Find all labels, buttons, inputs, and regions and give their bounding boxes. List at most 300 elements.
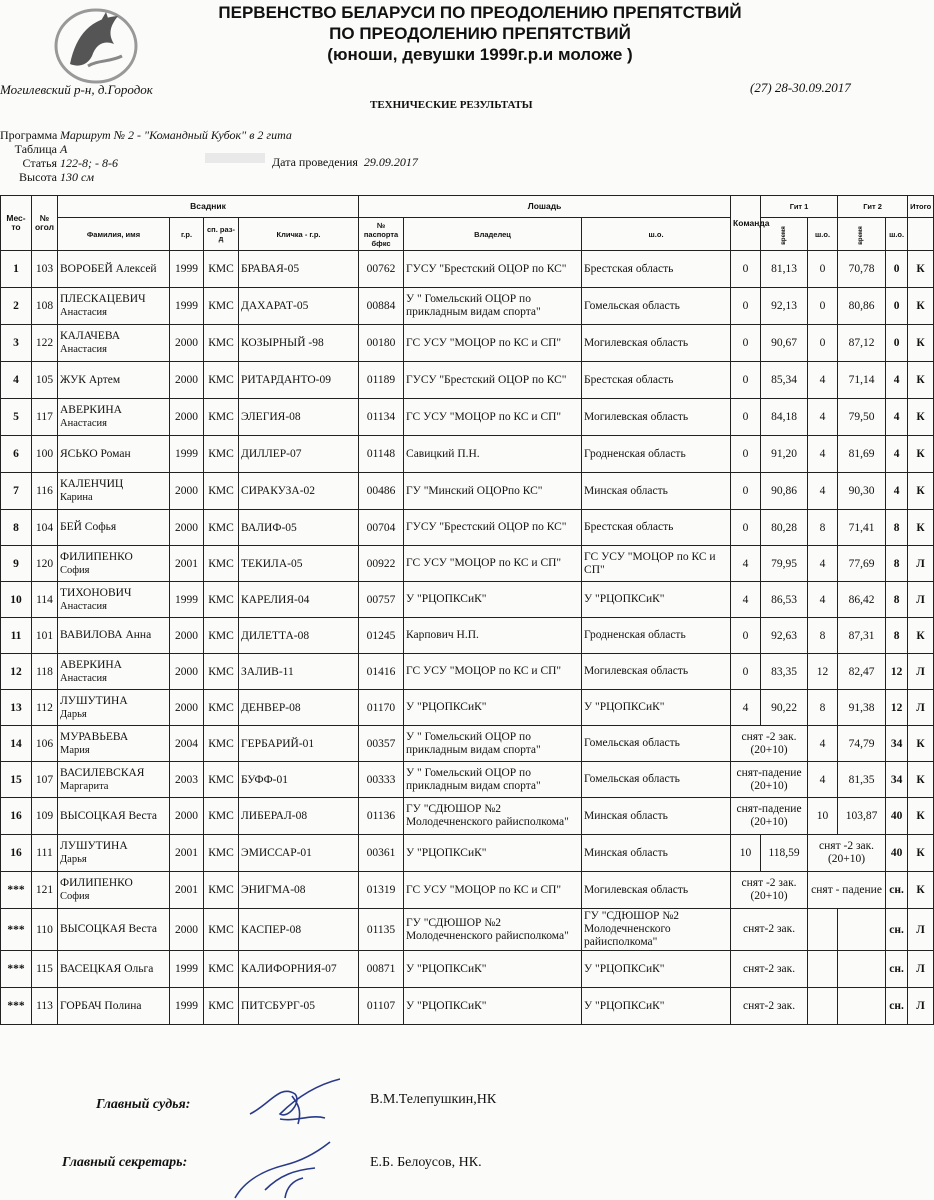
cell-r2-time: 79,50 xyxy=(838,399,886,436)
cell-team: Гомельская область xyxy=(582,288,731,325)
chief-secretary-label: Главный секретарь: xyxy=(62,1155,188,1170)
cell-r2-note: снят -2 зак. (20+10) xyxy=(808,835,886,872)
cell-bib: 108 xyxy=(32,288,58,325)
rider-firstname: Дарья xyxy=(60,854,87,865)
cell-r2-faults: 4 xyxy=(808,582,838,618)
cell-total: 40 xyxy=(886,835,908,872)
cell-bib: 111 xyxy=(32,835,58,872)
cell-owner: Карпович Н.П. xyxy=(404,618,582,654)
cell-r2-time: 71,41 xyxy=(838,510,886,546)
cell-rider-name xyxy=(58,951,170,988)
cell-team: У "РЦОПКСиК" xyxy=(582,951,731,988)
cell-rank: КМС xyxy=(204,510,239,546)
cell-r2-faults: 0 xyxy=(808,251,838,288)
cell-team: ГС УСУ "МОЦОР по КС и СП" xyxy=(582,546,731,582)
cell-r1-time: 80,28 xyxy=(761,510,808,546)
cell-place: 7 xyxy=(1,473,32,510)
cell-bib: 121 xyxy=(32,872,58,909)
cell-horse: ДЕНВЕР-08 xyxy=(239,690,359,726)
cell-year: 2000 xyxy=(170,473,204,510)
cell-rank: КМС xyxy=(204,325,239,362)
rider-firstname: Анастасия xyxy=(60,418,108,429)
cell-r1-faults: 4 xyxy=(731,546,761,582)
cell-passport: 01319 xyxy=(359,872,404,909)
cell-rank: КМС xyxy=(204,762,239,798)
cell-bib: 118 xyxy=(32,654,58,690)
cell-bib: 104 xyxy=(32,510,58,546)
cell-rider-name xyxy=(58,251,170,288)
cell-place: *** xyxy=(1,951,32,988)
cell-r2-faults xyxy=(808,909,838,951)
rider-surname: АВЕРКИНА xyxy=(60,658,122,671)
cell-r2-faults: 12 xyxy=(808,654,838,690)
col-owner: Владелец xyxy=(404,218,582,251)
rider-surname: ФИЛИПЕНКО xyxy=(60,877,133,889)
cell-place: 11 xyxy=(1,618,32,654)
cell-r1-time: 86,53 xyxy=(761,582,808,618)
table-row xyxy=(1,582,934,618)
cell-owner: ГС УСУ "МОЦОР по КС и СП" xyxy=(404,399,582,436)
results-body xyxy=(1,251,934,1025)
cell-place: 10 xyxy=(1,582,32,618)
cell-total: сн. xyxy=(886,909,908,951)
cell-horse: КОЗЫРНЫЙ -98 xyxy=(239,325,359,362)
cell-bib: 116 xyxy=(32,473,58,510)
rider-surname: ПЛЕСКАЦЕВИЧ xyxy=(60,293,146,305)
meta-date: Дата проведения 29.09.2017 xyxy=(272,155,418,169)
rider-firstname: Мария xyxy=(60,744,90,756)
cell-horse: ТЕКИЛА-05 xyxy=(239,546,359,582)
cell-team: Могилевская область xyxy=(582,399,731,436)
cell-total: 12 xyxy=(886,690,908,726)
cell-total: 4 xyxy=(886,399,908,436)
subtitle: ТЕХНИЧЕСКИЕ РЕЗУЛЬТАТЫ xyxy=(370,99,533,111)
table-row xyxy=(1,325,934,362)
cell-team: У "РЦОПКСиК" xyxy=(582,988,731,1025)
cell-r2-note: снят - падение xyxy=(808,872,886,909)
meta-program: Программа Маршрут № 2 - "Командный Кубок" в 2 гита xyxy=(0,128,292,142)
cell-horse: БУФФ-01 xyxy=(239,762,359,798)
cell-rank: КМС xyxy=(204,798,239,835)
cell-note: К xyxy=(908,618,934,654)
meta-table: Таблица А xyxy=(14,142,68,156)
cell-team: У "РЦОПКСиК" xyxy=(582,690,731,726)
cell-horse: ДИЛЛЕР-07 xyxy=(239,436,359,473)
cell-note: К xyxy=(908,288,934,325)
cell-total: 8 xyxy=(886,618,908,654)
meta-article: Статья 122-8; - 8-6 xyxy=(22,156,118,170)
cell-horse: КАРЕЛИЯ-04 xyxy=(239,582,359,618)
cell-year: 2004 xyxy=(170,726,204,762)
cell-note: Л xyxy=(908,909,934,951)
cell-r2-time: 77,69 xyxy=(838,546,886,582)
col-team: Команда xyxy=(731,196,761,251)
rider-surname: ЖУК Артем xyxy=(60,373,121,386)
table-row xyxy=(1,362,934,399)
cell-bib: 107 xyxy=(32,762,58,798)
cell-year: 2001 xyxy=(170,872,204,909)
cell-rider-name xyxy=(58,690,170,726)
cell-r1-faults: 0 xyxy=(731,510,761,546)
cell-passport: 00884 xyxy=(359,288,404,325)
cell-total: сн. xyxy=(886,872,908,909)
cell-horse: ВАЛИФ-05 xyxy=(239,510,359,546)
cell-total: 8 xyxy=(886,582,908,618)
col-rider: Всадник xyxy=(58,196,359,218)
table-row xyxy=(1,654,934,690)
col-total-faults: ш.о. xyxy=(886,218,908,251)
cell-total: 4 xyxy=(886,473,908,510)
col-round2: Гит 2 xyxy=(838,196,908,218)
chief-secretary-name: Е.Б. Белоусов, НК. xyxy=(370,1155,482,1170)
cell-r2-faults: 10 xyxy=(808,798,838,835)
cell-r1-time: 83,35 xyxy=(761,654,808,690)
cell-passport: 00704 xyxy=(359,510,404,546)
cell-r2-time: 81,35 xyxy=(838,762,886,798)
table-row xyxy=(1,690,934,726)
cell-bib: 120 xyxy=(32,546,58,582)
cell-note: Л xyxy=(908,582,934,618)
table-row xyxy=(1,835,934,872)
cell-r1-note: снят-падение (20+10) xyxy=(731,762,808,798)
cell-owner: ГУ "Минский ОЦОРпо КС" xyxy=(404,473,582,510)
cell-passport: 01135 xyxy=(359,909,404,951)
cell-rank: КМС xyxy=(204,909,239,951)
cell-r2-time xyxy=(838,951,886,988)
cell-horse: КАСПЕР-08 xyxy=(239,909,359,951)
cell-rank: КМС xyxy=(204,951,239,988)
cell-passport: 00762 xyxy=(359,251,404,288)
col-horse-name: Кличка - г.р. xyxy=(239,218,359,251)
cell-bib: 112 xyxy=(32,690,58,726)
cell-note: К xyxy=(908,798,934,835)
cell-r2-faults: 8 xyxy=(808,510,838,546)
rider-surname: ВЫСОЦКАЯ Веста xyxy=(60,809,157,822)
cell-year: 1999 xyxy=(170,951,204,988)
rider-firstname: София xyxy=(60,564,90,576)
cell-total: 34 xyxy=(886,726,908,762)
cell-owner: У "РЦОПКСиК" xyxy=(404,690,582,726)
cell-r1-note: снят-2 зак. xyxy=(731,988,808,1025)
cell-year: 2003 xyxy=(170,762,204,798)
table-row xyxy=(1,988,934,1025)
cell-year: 1999 xyxy=(170,251,204,288)
cell-rider-name xyxy=(58,436,170,473)
cell-total: сн. xyxy=(886,951,908,988)
table-row xyxy=(1,726,934,762)
table-row xyxy=(1,762,934,798)
cell-owner: У "РЦОПКСиК" xyxy=(404,835,582,872)
cell-r2-faults: 8 xyxy=(808,618,838,654)
cell-r1-time: 92,63 xyxy=(761,618,808,654)
cell-place: 12 xyxy=(1,654,32,690)
cell-team: Могилевская область xyxy=(582,654,731,690)
cell-rider-name xyxy=(58,726,170,762)
col-total: Итого xyxy=(908,196,934,218)
cell-passport: 00361 xyxy=(359,835,404,872)
cell-total: сн. xyxy=(886,988,908,1025)
cell-rider-name xyxy=(58,399,170,436)
cell-r1-time: 91,20 xyxy=(761,436,808,473)
cell-total: 0 xyxy=(886,251,908,288)
rider-firstname: Анастасия xyxy=(60,344,108,355)
chief-judge-name: В.М.Телепушкин,НК xyxy=(370,1092,497,1107)
cell-r1-faults: 0 xyxy=(731,436,761,473)
cell-r1-time: 84,18 xyxy=(761,399,808,436)
cell-note: К xyxy=(908,510,934,546)
cell-year: 2000 xyxy=(170,325,204,362)
rider-surname: ГОРБАЧ Полина xyxy=(60,999,142,1012)
cell-place: 15 xyxy=(1,762,32,798)
rider-surname: ФИЛИПЕНКО xyxy=(60,550,133,563)
cell-passport: 00357 xyxy=(359,726,404,762)
rider-surname: ВЫСОЦКАЯ Веста xyxy=(60,923,157,935)
col-horse: Лошадь xyxy=(359,196,731,218)
cell-owner: ГС УСУ "МОЦОР по КС и СП" xyxy=(404,546,582,582)
cell-r1-faults: 0 xyxy=(731,399,761,436)
horse-logo xyxy=(52,4,142,86)
cell-passport: 01245 xyxy=(359,618,404,654)
cell-r1-time: 118,59 xyxy=(761,835,808,872)
cell-note: Л xyxy=(908,951,934,988)
cell-total: 8 xyxy=(886,510,908,546)
cell-passport: 00871 xyxy=(359,951,404,988)
cell-note: Л xyxy=(908,546,934,582)
cell-r1-time: 90,22 xyxy=(761,690,808,726)
cell-year: 2001 xyxy=(170,546,204,582)
cell-rider-name xyxy=(58,288,170,325)
cell-year: 1999 xyxy=(170,288,204,325)
cell-team: У "РЦОПКСиК" xyxy=(582,582,731,618)
cell-horse: ДАХАРАТ-05 xyxy=(239,288,359,325)
cell-rank: КМС xyxy=(204,835,239,872)
cell-place: 6 xyxy=(1,436,32,473)
cell-r2-time: 90,30 xyxy=(838,473,886,510)
col-rank: сп. раз-д xyxy=(204,218,239,251)
cell-rank: КМС xyxy=(204,399,239,436)
cell-year: 2000 xyxy=(170,399,204,436)
col-bib: № огол xyxy=(32,196,58,251)
cell-note: К xyxy=(908,762,934,798)
cell-total: 34 xyxy=(886,762,908,798)
cell-horse: ЗАЛИВ-11 xyxy=(239,654,359,690)
cell-owner: ГС УСУ "МОЦОР по КС и СП" xyxy=(404,872,582,909)
cell-team: Гродненская область xyxy=(582,618,731,654)
rider-firstname: Маргарита xyxy=(60,780,109,792)
cell-r1-note: снят-2 зак. xyxy=(731,951,808,988)
cell-rider-name xyxy=(58,618,170,654)
cell-r1-faults: 0 xyxy=(731,362,761,399)
rider-firstname: Анастасия xyxy=(60,307,108,318)
cell-bib: 101 xyxy=(32,618,58,654)
table-row xyxy=(1,251,934,288)
cell-horse: РИТАРДАНТО-09 xyxy=(239,362,359,399)
cell-owner: ГУ "СДЮШОР №2 Молодечненского райисполкома" xyxy=(404,798,582,835)
cell-total: 8 xyxy=(886,546,908,582)
cell-r2-time: 91,38 xyxy=(838,690,886,726)
cell-bib: 100 xyxy=(32,436,58,473)
cell-horse: ПИТСБУРГ-05 xyxy=(239,988,359,1025)
cell-r1-note: снят-2 зак. xyxy=(731,909,808,951)
cell-r2-time: 80,86 xyxy=(838,288,886,325)
cell-place: 5 xyxy=(1,399,32,436)
cell-r2-time: 86,42 xyxy=(838,582,886,618)
rider-firstname: Анастасия xyxy=(60,672,108,684)
cell-rider-name xyxy=(58,473,170,510)
cell-team: Минская область xyxy=(582,473,731,510)
table-row xyxy=(1,951,934,988)
cell-year: 2000 xyxy=(170,362,204,399)
cell-horse: БРАВАЯ-05 xyxy=(239,251,359,288)
rider-surname: ВАВИЛОВА Анна xyxy=(60,629,152,641)
cell-r2-time: 87,12 xyxy=(838,325,886,362)
table-row xyxy=(1,399,934,436)
cell-passport: 01134 xyxy=(359,399,404,436)
cell-total: 40 xyxy=(886,798,908,835)
col-r2-time: время xyxy=(838,218,886,251)
cell-bib: 115 xyxy=(32,951,58,988)
rider-surname: БЕЙ Софья xyxy=(60,521,117,533)
rider-firstname: София xyxy=(60,891,90,902)
cell-rank: КМС xyxy=(204,690,239,726)
cell-year: 2000 xyxy=(170,618,204,654)
cell-place: 16 xyxy=(1,835,32,872)
cell-passport: 01416 xyxy=(359,654,404,690)
cell-horse: ДИЛЕТТА-08 xyxy=(239,618,359,654)
cell-rider-name xyxy=(58,798,170,835)
cell-owner: У "РЦОПКСиК" xyxy=(404,582,582,618)
cell-team: Гомельская область xyxy=(582,762,731,798)
judge-signature xyxy=(240,1074,350,1134)
cell-horse: ЭЛЕГИЯ-08 xyxy=(239,399,359,436)
cell-r1-note: снят -2 зак. (20+10) xyxy=(731,872,808,909)
cell-r2-faults: 4 xyxy=(808,726,838,762)
cell-place: 9 xyxy=(1,546,32,582)
cell-passport: 01189 xyxy=(359,362,404,399)
cell-rank: КМС xyxy=(204,618,239,654)
cell-year: 1999 xyxy=(170,582,204,618)
cell-passport: 01148 xyxy=(359,436,404,473)
cell-passport: 00922 xyxy=(359,546,404,582)
cell-horse: ЭНИГМА-08 xyxy=(239,872,359,909)
cell-passport: 01107 xyxy=(359,988,404,1025)
cell-r2-faults: 4 xyxy=(808,762,838,798)
cell-r2-faults: 8 xyxy=(808,690,838,726)
cell-passport: 01136 xyxy=(359,798,404,835)
cell-r1-faults: 0 xyxy=(731,654,761,690)
cell-rank: КМС xyxy=(204,362,239,399)
rider-surname: МУРАВЬЕВА xyxy=(60,730,129,743)
cell-note: К xyxy=(908,325,934,362)
cell-year: 2000 xyxy=(170,909,204,951)
cell-passport: 00757 xyxy=(359,582,404,618)
cell-team: Минская область xyxy=(582,835,731,872)
cell-r2-time: 81,69 xyxy=(838,436,886,473)
chief-judge-label: Главный судья: xyxy=(96,1097,191,1112)
cell-year: 1999 xyxy=(170,436,204,473)
cell-r1-time: 81,13 xyxy=(761,251,808,288)
table-row xyxy=(1,618,934,654)
cell-owner: У " Гомельский ОЦОР по прикладным видам спорта" xyxy=(404,762,582,798)
cell-total: 4 xyxy=(886,362,908,399)
cell-r1-time: 85,34 xyxy=(761,362,808,399)
cell-rider-name xyxy=(58,988,170,1025)
cell-year: 1999 xyxy=(170,988,204,1025)
cell-year: 2000 xyxy=(170,510,204,546)
cell-r1-faults: 0 xyxy=(731,618,761,654)
event-dates: (27) 28-30.09.2017 xyxy=(750,80,851,95)
cell-team: Могилевская область xyxy=(582,325,731,362)
cell-r2-time: 71,14 xyxy=(838,362,886,399)
rider-surname: КАЛЕНЧИЦ xyxy=(60,478,124,490)
cell-owner: Савицкий П.Н. xyxy=(404,436,582,473)
cell-r1-time: 90,67 xyxy=(761,325,808,362)
rider-surname: ЛУШУТИНА xyxy=(60,840,128,852)
col-place: Мес-то xyxy=(1,196,32,251)
cell-place: 8 xyxy=(1,510,32,546)
cell-bib: 110 xyxy=(32,909,58,951)
col-r2-faults: ш.о. xyxy=(808,218,838,251)
cell-r1-time: 92,13 xyxy=(761,288,808,325)
col-year: г.р. xyxy=(170,218,204,251)
cell-r1-faults: 4 xyxy=(731,690,761,726)
cell-total: 4 xyxy=(886,436,908,473)
rider-surname: АВЕРКИНА xyxy=(60,404,122,416)
cell-place: *** xyxy=(1,988,32,1025)
cell-owner: ГУ "СДЮШОР №2 Молодечненского райисполкома" xyxy=(404,909,582,951)
cell-rider-name xyxy=(58,362,170,399)
cell-note: К xyxy=(908,835,934,872)
cell-year: 2001 xyxy=(170,835,204,872)
cell-r1-faults: 4 xyxy=(731,582,761,618)
cell-total: 12 xyxy=(886,654,908,690)
cell-rider-name xyxy=(58,872,170,909)
cell-r2-faults: 4 xyxy=(808,473,838,510)
cell-horse: ЭМИССАР-01 xyxy=(239,835,359,872)
cell-team: Брестская область xyxy=(582,362,731,399)
cell-r2-time: 70,78 xyxy=(838,251,886,288)
col-rider-name: Фамилия, имя xyxy=(58,218,170,251)
cell-owner: У " Гомельский ОЦОР по прикладным видам спорта" xyxy=(404,288,582,325)
cell-owner: У "РЦОПКСиК" xyxy=(404,988,582,1025)
cell-r2-time xyxy=(838,988,886,1025)
cell-rank: КМС xyxy=(204,546,239,582)
cell-note: Л xyxy=(908,654,934,690)
rider-surname: ВОРОБЕЙ Алексей xyxy=(60,262,157,275)
cell-rank: КМС xyxy=(204,473,239,510)
table-row xyxy=(1,436,934,473)
cell-passport: 00486 xyxy=(359,473,404,510)
cell-r1-time: 79,95 xyxy=(761,546,808,582)
table-row xyxy=(1,473,934,510)
cell-r2-faults: 4 xyxy=(808,436,838,473)
cell-place: 14 xyxy=(1,726,32,762)
cell-owner: ГС УСУ "МОЦОР по КС и СП" xyxy=(404,325,582,362)
cell-horse: ЛИБЕРАЛ-08 xyxy=(239,798,359,835)
cell-place: 2 xyxy=(1,288,32,325)
cell-r1-time: 90,86 xyxy=(761,473,808,510)
meta-height: Высота 130 см xyxy=(19,170,94,184)
col-r1-time: время xyxy=(761,218,808,251)
cell-team: Могилевская область xyxy=(582,872,731,909)
col-r1-faults: ш.о. xyxy=(582,218,731,251)
cell-rider-name xyxy=(58,654,170,690)
rider-firstname: Карина xyxy=(60,492,93,503)
cell-r1-faults: 0 xyxy=(731,473,761,510)
cell-place: 16 xyxy=(1,798,32,835)
cell-total: 0 xyxy=(886,288,908,325)
cell-year: 2000 xyxy=(170,690,204,726)
